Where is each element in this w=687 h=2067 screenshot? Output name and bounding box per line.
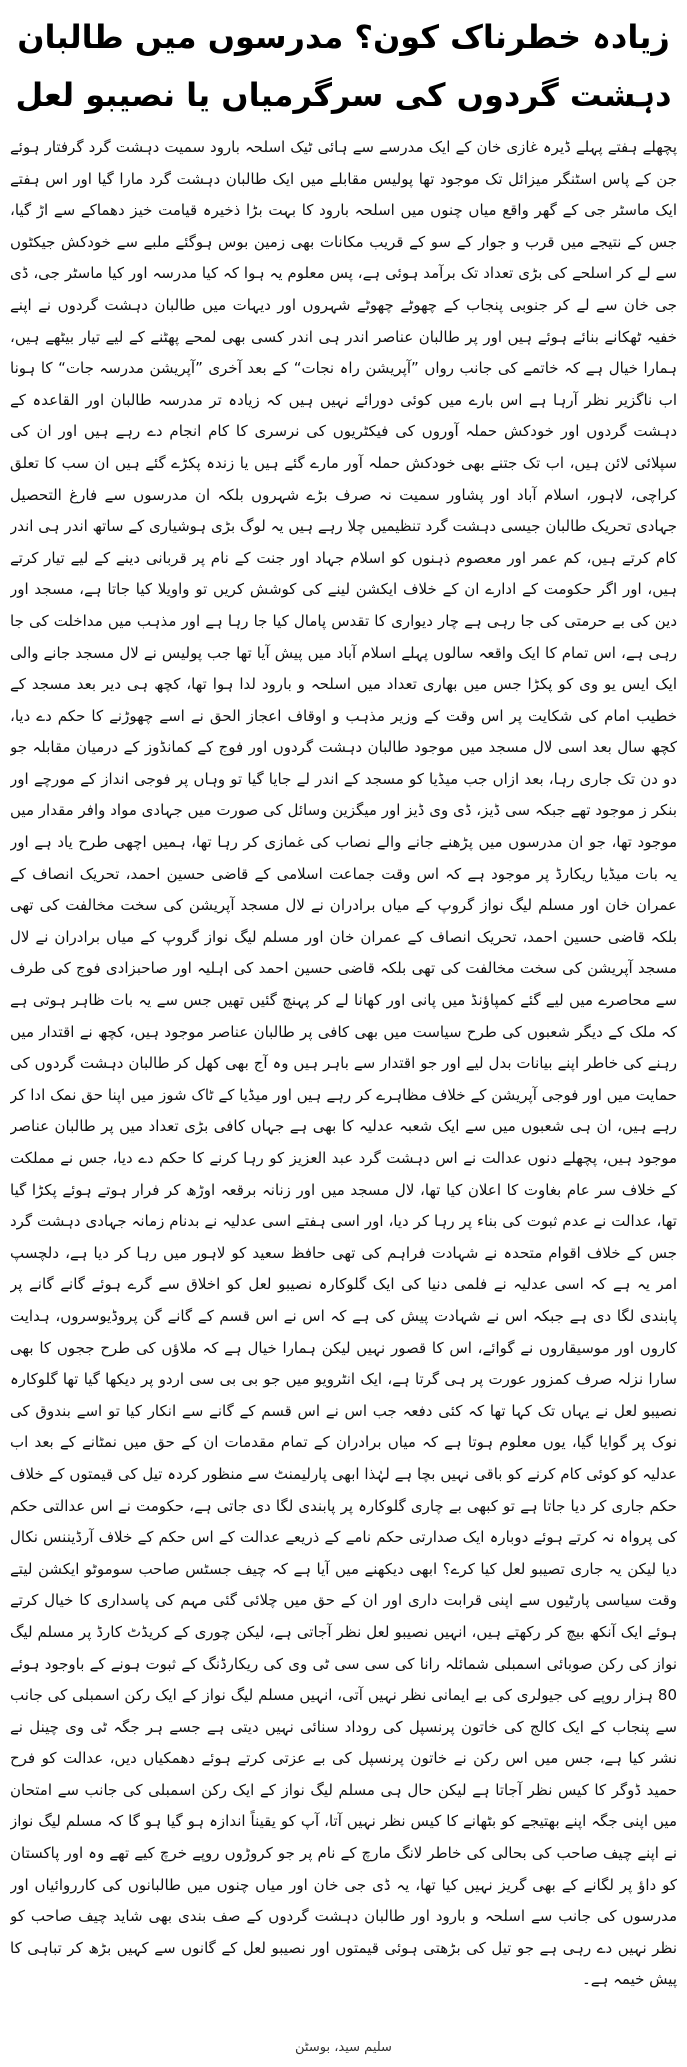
- article-body: [10, 132, 677, 2027]
- headline: [14, 8, 673, 126]
- author-byline: سلیم سید، بوسٹن: [295, 2040, 392, 2055]
- headline-line-2: دہشت گردوں کی سرگرمیاں یا نصیبو لعل: [15, 76, 672, 114]
- article-text: پچھلے ہفتے پہلے ڈیرہ غازی خان کے ایک مدرسے سے ہائی ٹیک اسلحہ بارود سمیت دہشت گرد گرفتار ہوئے جن کے پاس اسٹنگر میزائل تک موجود تھا پولیس مقابلے میں ایک طالبان دہشت گرد مارا گیا اور اس ہفتے ایک ماسٹر جی کے گھر واقع میاں چنوں میں اسلحہ بارود کا بہت بڑا ذخیرہ قیامت خیز دھماکے سے اڑ گیا، جس کے نتیجے میں قرب و جوار کے سو کے قریب مکانات بھی زمین بوس ہوگئے ملبے سے خودکش جیکٹوں سے لے کر اسلحے کی بڑی تعداد تک برآمد ہوئی ہے، پس معلوم یہ ہوا کہ کیا مدرسہ اور کیا ماسٹر جی، ڈی جی خان سے لے کر جنوبی پنجاب کے چھوٹے چھوٹے شہروں اور دیہات میں طالبان دہشت گردوں نے اپنے خفیہ ٹھکانے بنائے ہوئے ہیں اور پر طالبان عناصر اندر ہی اندر کسی بھی لمحے پھٹنے کے لیے تیار بیٹھے ہیں، ہمارا خیال ہے کہ خاتمے کی جانب رواں ”آپریشن راہ نجات“ کے بعد آخری ”آپریشن مدرسہ جات“ کا ہونا اب ناگزیر نظر آرہا ہے اس بارے میں کوئی دورائے نہیں ہیں کہ زیادہ تر مدرسہ طالبان اور القاعدہ کے دہشت گردوں اور خودکش حملہ آوروں کی فیکٹریوں کی نرسری کا کام انجام دے رہے ہیں اور ان کی سپلائی لائن ہیں، اب تک جتنے بھی خودکش حملہ آور مارے گئے ہیں یا زندہ پکڑے گئے ہیں ان سب کا تعلق کراچی، لاہور، اسلام آباد اور پشاور سمیت نہ صرف بڑے شہروں بلکہ ان مدرسوں سے فارغ التحصیل جہادی تحریک طالبان جیسی دہشت گرد تنظیمیں چلا رہے ہیں یہ لوگ بڑی ہوشیاری کے ساتھ اندر ہی اندر کام کرتے ہیں، کم عمر اور معصوم ذہنوں کو اسلام جہاد اور جنت کے نام پر قربانی دینے کے لیے تیار کرتے ہیں، اور اگر حکومت کے ادارے ان کے خلاف ایکشن لینے کی کوشش کریں تو واویلا کیا جاتا ہے، مسجد اور دین کی بے حرمتی کی جا رہی ہے چار دیواری کا تقدس پامال کیا جا رہا ہے اور مذہب میں مداخلت کی جا رہی ہے، اس تمام کا ایک واقعہ سالوں پہلے اسلام آباد میں پیش آیا تھا جب پولیس نے لال مسجد جانے والی ایک ایس یو وی کو پکڑا جس میں بھاری تعداد میں اسلحہ و بارود لدا ہوا تھا، کچھ ہی دیر بعد مسجد کے خطیب امام کی شکایت پر اس وقت کے وزیر مذہب و اوقاف اعجاز الحق نے اسے چھوڑنے کا حکم دے دیا، کچھ سال بعد اسی لال مسجد میں موجود طالبان دہشت گردوں اور فوج کے کمانڈوز کے درمیان مقابلہ جو دو دن تک جاری رہا، بعد ازاں جب میڈیا کو مسجد کے اندر لے جایا گیا تو وہاں پر فوجی انداز کے مورچے اور بنکر ز موجود تھے جبکہ سی ڈیز، ڈی وی ڈیز اور میگزین وسائل کی صورت میں جہادی مواد وافر مقدار میں موجود تھا، جو ان مدرسوں میں پڑھنے جانے والے نصاب کی غمازی کر رہا تھا، ہمیں اچھی طرح یاد ہے اور یہ بات میڈیا ریکارڈ پر موجود ہے کہ اس وقت جماعت اسلامی کے قاضی حسین احمد، تحریک انصاف کے عمران خان اور مسلم لیگ نواز گروپ کے میاں برادران نے لال مسجد آپریشن کی سخت مخالفت کی تھی بلکہ قاضی حسین احمد، تحریک انصاف کے عمران خان اور مسلم لیگ نواز گروپ کے میاں برادران نے لال مسجد آپریشن کی سخت مخالفت کی تھی بلکہ قاضی حسین احمد کی اہلیہ اور صاحبزادی فوج کی طرف سے محاصرے میں لیے گئے کمپاؤنڈ میں پانی اور کھانا لے کر پہنچ گئیں تھیں جس سے یہ بات ظاہر ہوتی ہے کہ ملک کے دیگر شعبوں کی طرح سیاست میں بھی کافی پر طالبان عناصر موجود ہیں، کچھ نے اقتدار میں رہنے کی خاطر اپنے بیانات بدل لیے اور جو اقتدار سے باہر ہیں وہ آج بھی کھل کر طالبان دہشت گردوں کی حمایت میں اور فوجی آپریشن کے خلاف مظاہرے کر رہے ہیں اور میڈیا کے ٹاک شوز میں اپنا حق نمک ادا کر رہے ہیں، ان ہی شعبوں میں سے ایک شعبہ عدلیہ کا بھی ہے جہاں کافی بڑی تعداد میں پر طالبان عناصر موجود ہیں، پچھلے دنوں عدالت نے اس دہشت گرد عبد العزیز کو رہا کرنے کا حکم دے دیا، جس نے مملکت کے خلاف سر عام بغاوت کا اعلان کیا تھا، لال مسجد میں اور زنانہ برقعہ اوڑھ کر فرار ہوتے ہوئے پکڑا گیا تھا، عدالت نے عدم ثبوت کی بناء پر رہا کر دیا، اور اسی ہفتے اسی عدلیہ نے بدنام زمانہ جہادی دہشت گرد جس کے خلاف اقوام متحدہ نے شہادت فراہم کی تھی حافظ سعید کو لاہور میں رہا کر دیا ہے، دلچسپ امر یہ ہے کہ اسی عدلیہ نے فلمی دنیا کی ایک گلوکارہ نصیبو لعل کو اخلاق سے گرے ہوئے گانے گانے پر پابندی لگا دی ہے جبکہ اس نے شہادت پیش کی ہے کہ اس نے اس قسم کے گانے گن پروڈیوسروں، ہدایت کاروں اور موسیقاروں نے گوائے، اس کا قصور نہیں لیکن ہمارا خیال ہے کہ ملاؤں کی طرح ججوں کا بھی سارا نزلہ صرف کمزور عورت پر ہی گرتا ہے، ایک انٹرویو میں جو بی بی سی اردو پر دیکھا گیا تھا گلوکارہ نصیبو لعل نے یہاں تک کہا تھا کہ کئی دفعہ جب اس نے اس قسم کے گانے سے انکار کیا تو اسے بندوق کی نوک پر گوایا گیا، یوں معلوم ہوتا ہے کہ میاں برادران کے تمام مقدمات ان کے حق میں نمٹانے کے بعد اب عدلیہ کو کوئی کام کرنے کو باقی نہیں بچا ہے لہٰذا ابھی پارلیمنٹ سے منظور کردہ تیل کی قیمتوں کے خلاف حکم جاری کر دیا جاتا ہے تو کبھی بے چاری گلوکارہ پر پابندی لگا دی جاتی ہے، حکومت نے اس عدالتی حکم کی پرواہ نہ کرتے ہوئے دوبارہ ایک صدارتی حکم نامے کے ذریعے عدالت کے اس حکم کے خلاف آرڈیننس نکال دیا لیکن یہ جاری تصیبو لعل کیا کرے؟ ابھی دیکھنے میں آیا ہے کہ چیف جسٹس صاحب سوموٹو ایکشن لیتے وقت سیاسی پارٹیوں سے اپنی قرابت داری اور ان کے حق میں چلائی گئی مہم کی پاسداری کا خیال کرتے ہوئے ایک آنکھ بیچ کر رکھتے ہیں، انہیں نصیبو لعل نظر آجاتی ہے، لیکن چوری کے کریڈٹ کارڈ پر مسلم لیگ نواز کی رکن صوبائی اسمبلی شمائلہ رانا کی سی سی ٹی وی کی ریکارڈنگ کے ثبوت ہونے کے باوجود ہوئے 80 ہزار روپے کی جیولری کی بے ایمانی نظر نہیں آتی، انہیں مسلم لیگ نواز کے ایک رکن اسمبلی کی جانب سے پنجاب کے ایک کالج کی خاتون پرنسپل کی روداد سنائی نہیں دیتی ہے جسے ہر جگہ ٹی وی چینل نے نشر کیا ہے، جس میں اس رکن نے خاتون پرنسپل کی بے عزتی کرتے ہوئے دھمکیاں دیں، عدالت کو فرح حمید ڈوگر کا کیس نظر آجاتا ہے لیکن حال ہی مسلم لیگ نواز کے ایک رکن اسمبلی کی جانب سے امتحان میں اپنی جگہ اپنے بھتیجے کو بٹھانے کا کیس نظر نہیں آتا، آپ کو یقیناً اندازہ ہو گیا ہو گا کہ مسلم لیگ نواز نے اپنے چیف صاحب کی بحالی کی خاطر لانگ مارچ کے نام پر جو کروڑوں روپے خرچ کیے تھے وہ اور پاکستان کو داؤ پر لگانے کے بھی گریز نہیں کیا تھا، یہ ڈی جی خان اور میاں چنوں میں طالبانوں کی کارروائیاں اور مدرسوں کی جانب سے اسلحہ و بارود اور طالبان دہشت گردوں کے صف بندی بھی شاید چیف صاحب کو نظر نہیں دے رہی ہے جو تیل کی بڑھتی ہوئی قیمتوں اور نصیبو لعل کے گانوں سے کہیں بڑھ کر تباہی کا پیش خیمہ ہے۔: [10, 138, 677, 1989]
- headline-line-1: زیادہ خطرناک کون؟ مدرسوں میں طالبان: [17, 18, 670, 56]
